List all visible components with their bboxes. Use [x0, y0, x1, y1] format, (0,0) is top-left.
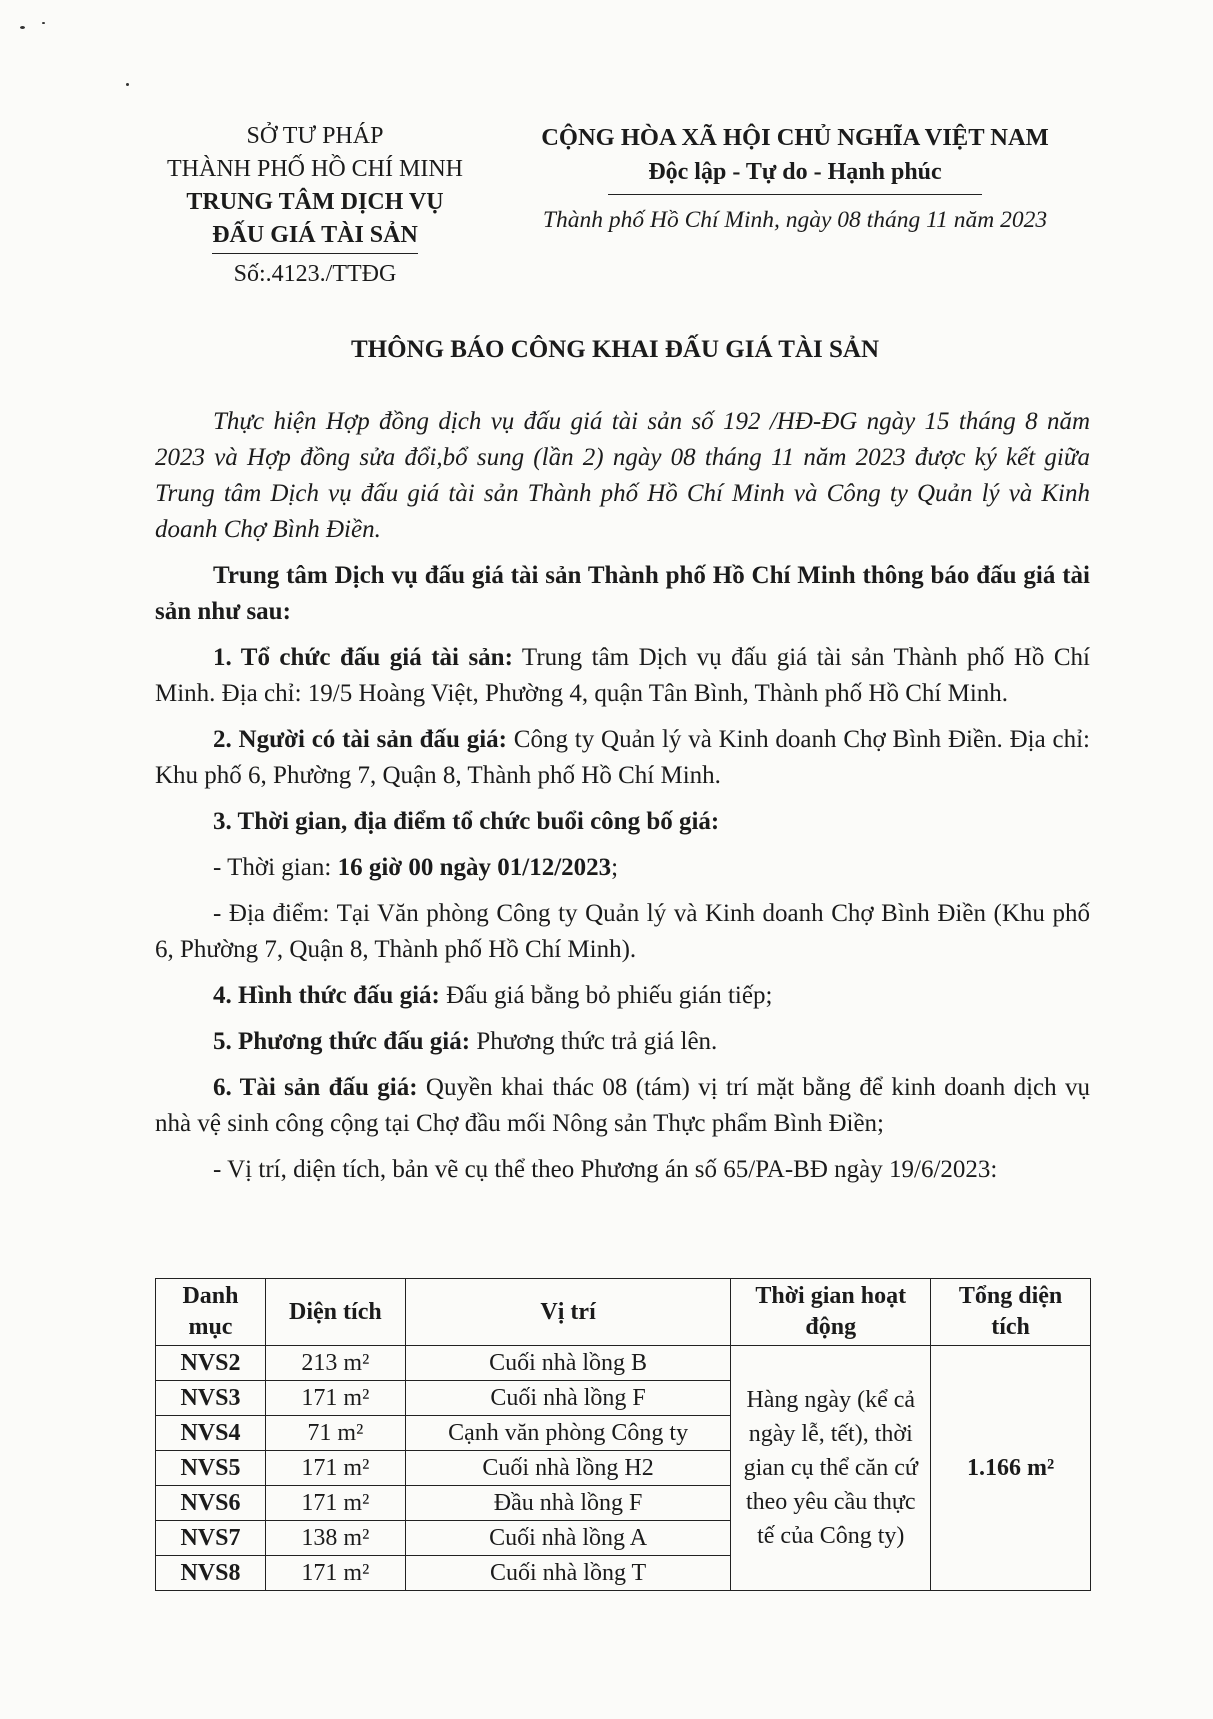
national-title: CỘNG HÒA XÃ HỘI CHỦ NGHĨA VIỆT NAM — [541, 124, 1049, 151]
item-4-label: 4. Hình thức đấu giá: — [213, 982, 440, 1009]
document-title: THÔNG BÁO CÔNG KHAI ĐẤU GIÁ TÀI SẢN — [350, 336, 880, 363]
issuer-line-3: TRUNG TÂM DỊCH VỤ — [186, 189, 444, 215]
item-3-time-prefix: - Thời gian: — [213, 854, 338, 881]
scan-artifact — [20, 26, 25, 29]
row-location: Cuối nhà lồng H2 — [405, 1451, 731, 1486]
row-area: 71 m² — [265, 1416, 405, 1451]
scan-artifact — [126, 83, 129, 86]
row-location: Cuối nhà lồng T — [405, 1556, 731, 1591]
operating-time-cell: Hàng ngày (kể cả ngày lễ, tết), thời gian cụ thể căn cứ theo yêu cầu thực tế của Công ty) — [731, 1346, 931, 1591]
issuer-line-2: THÀNH PHỐ HỒ CHÍ MINH — [167, 156, 463, 182]
row-code: NVS8 — [156, 1556, 266, 1591]
row-code: NVS6 — [156, 1486, 266, 1521]
row-area: 171 m² — [265, 1381, 405, 1416]
row-area: 171 m² — [265, 1486, 405, 1521]
item-1-text: Trung tâm Dịch vụ đấu giá tài sản Thành phố Hồ Chí Minh. Địa chỉ: 19/5 Hoàng Việt, Phường 4, quận Tân Bình, Thành phố Hồ Chí Minh. — [155, 644, 1090, 707]
national-header — [500, 120, 1090, 238]
document-date: Thành phố Hồ Chí Minh, ngày 08 tháng 11 năm 2023 — [542, 207, 1048, 233]
item-1 — [155, 640, 1090, 712]
item-6-label: 6. Tài sản đấu giá: — [213, 1074, 418, 1101]
item-2-label: 2. Người có tài sản đấu giá: — [213, 726, 507, 753]
col-header-total-area: Tổng diện tích — [931, 1279, 1091, 1346]
row-location: Cuối nhà lồng A — [405, 1521, 731, 1556]
col-header-operating-time: Thời gian hoạt động — [731, 1279, 931, 1346]
item-2 — [155, 722, 1090, 794]
item-6-sub: - Vị trí, diện tích, bản vẽ cụ thể theo Phương án số 65/PA-BĐ ngày 19/6/2023: — [213, 1156, 998, 1183]
item-3-label: 3. Thời gian, địa điểm tổ chức buổi công bố giá: — [213, 808, 720, 835]
col-header-category: Danh mục — [156, 1279, 266, 1346]
item-6 — [155, 1070, 1090, 1142]
row-area: 213 m² — [265, 1346, 405, 1381]
issuer-line-1: SỞ TƯ PHÁP — [246, 123, 384, 149]
item-3 — [155, 804, 1090, 840]
row-location: Cạnh văn phòng Công ty — [405, 1416, 731, 1451]
table-header-row — [156, 1279, 1091, 1346]
col-header-location: Vị trí — [405, 1279, 731, 1346]
row-area: 171 m² — [265, 1556, 405, 1591]
intro-paragraph: Thực hiện Hợp đồng dịch vụ đấu giá tài sản số 192 /HĐ-ĐG ngày 15 tháng 8 năm 2023 và Hợp đồng sửa đổi,bổ sung (lần 2) ngày 08 tháng 11 năm 2023 được ký kết giữa Trung tâm Dịch vụ đấu giá tài sản Thành phố Hồ Chí Minh và Công ty Quản lý và Kinh doanh Chợ Bình Điền. — [155, 408, 1090, 543]
national-motto: Độc lập - Tự do - Hạnh phúc — [608, 155, 981, 195]
scan-artifact — [42, 22, 45, 24]
row-code: NVS7 — [156, 1521, 266, 1556]
item-3-time-value: 16 giờ 00 ngày 01/12/2023 — [337, 854, 612, 881]
item-2-text: Công ty Quản lý và Kinh doanh Chợ Bình Điền. Địa chỉ: Khu phố 6, Phường 7, Quận 8, Thành phố Hồ Chí Minh. — [155, 726, 1090, 789]
item-6-text: Quyền khai thác 08 (tám) vị trí mặt bằng để kinh doanh dịch vụ nhà vệ sinh công cộng tại Chợ đầu mối Nông sản Thực phẩm Bình Điền; — [155, 1074, 1090, 1137]
asset-table — [155, 1278, 1091, 1591]
document-body — [155, 404, 1090, 1198]
row-area: 138 m² — [265, 1521, 405, 1556]
item-5-text: Phương thức trả giá lên. — [470, 1028, 718, 1055]
row-location: Cuối nhà lồng B — [405, 1346, 731, 1381]
issuer-line-4: ĐẤU GIÁ TÀI SẢN — [212, 219, 418, 254]
item-3-place: - Địa điểm: Tại Văn phòng Công ty Quản lý và Kinh doanh Chợ Bình Điền (Khu phố 6, Phường 7, Quận 8, Thành phố Hồ Chí Minh). — [155, 900, 1090, 963]
item-3-time-suffix: ; — [611, 854, 619, 881]
item-1-label: 1. Tổ chức đấu giá tài sản: — [213, 644, 513, 671]
row-location: Đầu nhà lồng F — [405, 1486, 731, 1521]
row-location: Cuối nhà lồng F — [405, 1381, 731, 1416]
col-header-area: Diện tích — [265, 1279, 405, 1346]
row-code: NVS5 — [156, 1451, 266, 1486]
item-4 — [155, 978, 1090, 1014]
item-4-text: Đấu giá bằng bỏ phiếu gián tiếp; — [439, 982, 773, 1009]
item-3-time — [155, 850, 1090, 886]
issuer-block — [140, 120, 490, 291]
total-area-cell: 1.166 m² — [931, 1346, 1091, 1591]
item-5-label: 5. Phương thức đấu giá: — [213, 1028, 471, 1055]
table-row — [156, 1346, 1091, 1381]
row-code: NVS2 — [156, 1346, 266, 1381]
row-code: NVS3 — [156, 1381, 266, 1416]
document-number: Số:.4123./TTĐG — [233, 261, 397, 287]
item-5 — [155, 1024, 1090, 1060]
row-area: 171 m² — [265, 1451, 405, 1486]
announce-paragraph: Trung tâm Dịch vụ đấu giá tài sản Thành phố Hồ Chí Minh thông báo đấu giá tài sản như sau: — [155, 562, 1090, 625]
row-code: NVS4 — [156, 1416, 266, 1451]
